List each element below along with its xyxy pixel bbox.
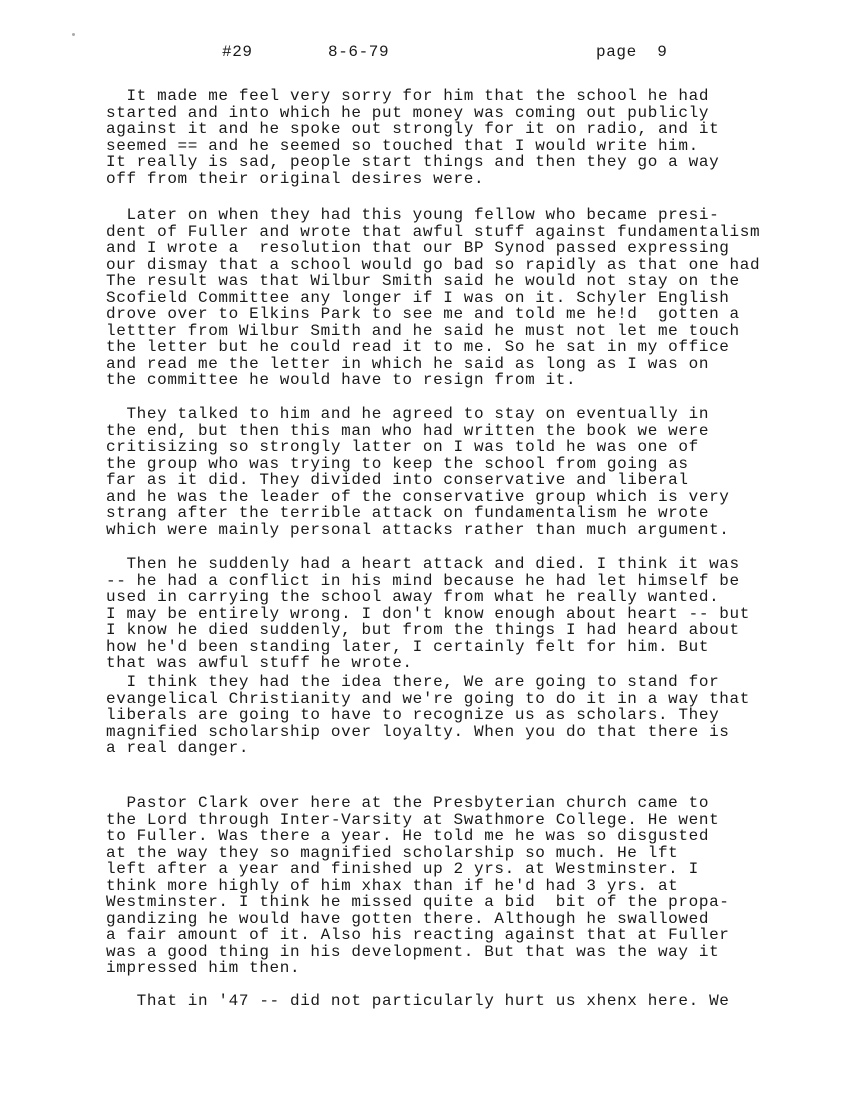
text-line: Westminster. I think he missed quite a bid bit of the propa-	[106, 893, 730, 911]
text-line: the letter but he could read it to me. So he sat in my office	[106, 338, 730, 356]
text-line: lettter from Wilbur Smith and he said he must not let me touch	[106, 321, 740, 340]
text-line: I may be entirely wrong. I don't know enough about heart -- but	[106, 604, 750, 623]
text-line: dent of Fuller and wrote that awful stuff against fundamentalism	[106, 222, 761, 241]
text-line: which were mainly personal attacks rather than much argument.	[106, 520, 730, 539]
text-line: I know he died suddenly, but from the things I had heard about	[106, 621, 740, 639]
text-line: and I wrote a resolution that our BP Synod passed expressing	[106, 239, 730, 257]
text-line: and read me the letter in which he said as long as I was on	[106, 354, 710, 373]
text-line: It made me feel very sorry for him that the school he had	[106, 87, 710, 105]
text-line: impressed him then.	[106, 959, 301, 977]
document-number: #29	[222, 43, 253, 61]
text-line: was a good thing in his development. But that was the way it	[106, 942, 720, 961]
text-line: used in carrying the school away from what he really wanted.	[106, 588, 720, 606]
text-line: a real danger.	[106, 739, 250, 757]
scan-speck	[72, 33, 75, 36]
text-line: magnified scholarship over loyalty. When you do that there is	[106, 722, 730, 741]
text-line: Pastor Clark over here at the Presbyterian church came to	[106, 794, 710, 812]
paragraph	[106, 88, 719, 187]
text-line: that was awful stuff he wrote.	[106, 654, 413, 672]
text-line: think more highly of him xhax than if he'd had 3 yrs. at	[106, 876, 679, 895]
text-line: They talked to him and he agreed to stay on eventually in	[106, 405, 710, 423]
text-line: the end, but then this man who had written the book we were	[106, 421, 710, 440]
text-line: evangelical Christianity and we're going to do it in a way that	[106, 689, 750, 708]
text-line: gandizing he would have gotten there. Although he swallowed	[106, 909, 710, 928]
text-line: left after a year and finished up 2 yrs. at Westminster. I	[106, 860, 699, 878]
paragraph	[106, 795, 730, 977]
text-line: the Lord through Inter-Varsity at Swathmore College. He went	[106, 810, 720, 829]
text-line: critisizing so strongly latter on I was told he was one of	[106, 438, 699, 456]
text-line: seemed == and he seemed so touched that I would write him.	[106, 136, 699, 155]
paragraph	[106, 406, 730, 538]
text-line: a fair amount of it. Also his reacting against that at Fuller	[106, 926, 730, 944]
paragraph	[106, 674, 750, 757]
text-line: and he was the leader of the conservative group which is very	[106, 487, 730, 506]
text-line: Scofield Committee any longer if I was on it. Schyler English	[106, 288, 730, 307]
text-line: drove over to Elkins Park to see me and told me he!d gotten a	[106, 305, 740, 323]
text-line: started and into which he put money was coming out publicly	[106, 103, 710, 122]
text-line: against it and he spoke out strongly for it on radio, and it	[106, 120, 720, 138]
text-line: the committee he would have to resign from it.	[106, 371, 577, 389]
text-line: liberals are going to have to recognize us as scholars. They	[106, 706, 720, 724]
text-line: I think they had the idea there, We are going to stand for	[106, 673, 720, 691]
text-line: far as it did. They divided into conservative and liberal	[106, 471, 689, 489]
text-line: The result was that Wilbur Smith said he would not stay on the	[106, 272, 740, 290]
text-line: Later on when they had this young fellow who became presi-	[106, 206, 720, 224]
text-line: It really is sad, people start things and then they go a way	[106, 153, 720, 171]
text-line: strang after the terrible attack on fundamentalism he wrote	[106, 504, 710, 522]
text-line: at the way they so magnified scholarship so much. He lft	[106, 843, 679, 862]
text-line: the group who was trying to keep the school from going as	[106, 454, 689, 473]
text-line: off from their original desires were.	[106, 169, 485, 188]
text-line: to Fuller. Was there a year. He told me he was so disgusted	[106, 827, 710, 845]
paragraph	[106, 993, 730, 1010]
text-line: how he'd been standing later, I certainly felt for him. But	[106, 637, 710, 656]
document-date: 8-6-79	[328, 43, 390, 61]
page-number: page 9	[596, 43, 668, 61]
text-line: -- he had a conflict in his mind because he had let himself be	[106, 571, 740, 590]
paragraph	[106, 207, 760, 389]
text-line: our dismay that a school would go bad so rapidly as that one had	[106, 255, 761, 274]
text-line: That in '47 -- did not particularly hurt us xhenx here. We	[106, 992, 730, 1010]
text-line: Then he suddenly had a heart attack and died. I think it was	[106, 555, 740, 573]
paragraph	[106, 556, 750, 672]
